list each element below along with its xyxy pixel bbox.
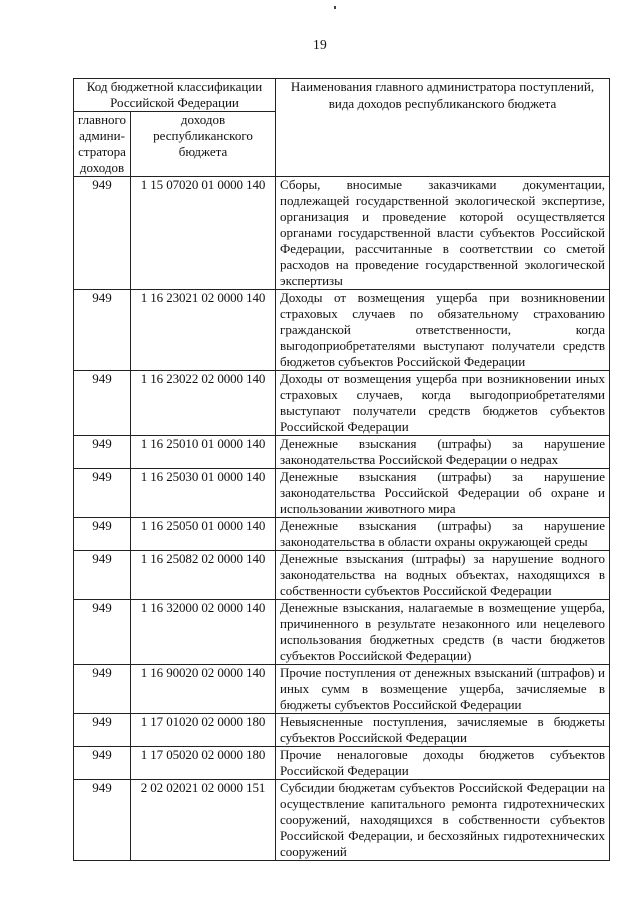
admin-code-cell: 949 (74, 518, 131, 551)
table-row (74, 747, 610, 780)
admin-code-cell: 949 (74, 290, 131, 371)
header-name-column: Наименования главного администратора поступлений, вида доходов республиканского бюджета (276, 79, 610, 177)
income-name-cell: Денежные взыскания (штрафы) за нарушение законодательства в области охраны окружающей среды (276, 518, 610, 551)
admin-code-cell: 949 (74, 436, 131, 469)
income-name-cell: Доходы от возмещения ущерба при возникновении страховых случаев по обязательному страхованию гражданской ответственности, когда выгодоприобретателями выступают получатели средств бюджетов субъектов Российской Федерации (276, 290, 610, 371)
admin-code-cell: 949 (74, 551, 131, 600)
income-code-cell: 1 16 25082 02 0000 140 (131, 551, 276, 600)
income-code-cell: 1 15 07020 01 0000 140 (131, 177, 276, 290)
income-name-cell: Субсидии бюджетам субъектов Российской Федерации на осуществление капитального ремонта гидротехнических сооружений, находящихся в собственности субъектов Российской Федерации, и бесхозяйных гидротехнических сооружений (276, 780, 610, 861)
income-name-cell: Прочие поступления от денежных взысканий (штрафов) и иных сумм в возмещение ущерба, зачисляемые в бюджеты субъектов Российской Федерации (276, 665, 610, 714)
income-code-cell: 1 16 25030 01 0000 140 (131, 469, 276, 518)
income-code-cell: 1 16 32000 02 0000 140 (131, 600, 276, 665)
income-name-cell: Денежные взыскания (штрафы) за нарушение законодательства Российской Федерации о недрах (276, 436, 610, 469)
admin-code-cell: 949 (74, 600, 131, 665)
table-row (74, 177, 610, 290)
income-code-cell: 1 16 23022 02 0000 140 (131, 371, 276, 436)
table-row (74, 436, 610, 469)
income-code-cell: 1 17 01020 02 0000 180 (131, 714, 276, 747)
income-code-cell: 1 16 25010 01 0000 140 (131, 436, 276, 469)
table-row (74, 290, 610, 371)
income-code-cell: 1 16 90020 02 0000 140 (131, 665, 276, 714)
income-name-cell: Денежные взыскания, налагаемые в возмещение ущерба, причиненного в результате незаконного или нецелевого использования бюджетных средств (в части бюджетов субъектов Российской Федерации) (276, 600, 610, 665)
income-code-cell: 1 16 23021 02 0000 140 (131, 290, 276, 371)
header-income-column: доходов республиканского бюджета (131, 112, 276, 177)
admin-code-cell: 949 (74, 371, 131, 436)
budget-classification-table (73, 78, 610, 861)
income-name-cell: Прочие неналоговые доходы бюджетов субъектов Российской Федерации (276, 747, 610, 780)
table-body (74, 177, 610, 861)
table-row (74, 600, 610, 665)
table-row (74, 551, 610, 600)
table-header (74, 79, 610, 177)
income-name-cell: Невыясненные поступления, зачисляемые в бюджеты субъектов Российской Федерации (276, 714, 610, 747)
admin-code-cell: 949 (74, 469, 131, 518)
admin-code-cell: 949 (74, 665, 131, 714)
table-row (74, 371, 610, 436)
admin-code-cell: 949 (74, 747, 131, 780)
income-code-cell: 1 17 05020 02 0000 180 (131, 747, 276, 780)
admin-code-cell: 949 (74, 780, 131, 861)
income-name-cell: Денежные взыскания (штрафы) за нарушение законодательства Российской Федерации об охране и использовании животного мира (276, 469, 610, 518)
header-group-title: Код бюджетной классификации Российской Федерации (74, 79, 276, 112)
table-row (74, 469, 610, 518)
header-admin-column: главного админи-стратора доходов (74, 112, 131, 177)
admin-code-cell: 949 (74, 714, 131, 747)
table-row (74, 665, 610, 714)
table-row (74, 518, 610, 551)
table-row (74, 780, 610, 861)
income-name-cell: Доходы от возмещения ущерба при возникновении иных страховых случаев, когда выгодоприобретателями выступают получатели средств бюджетов субъектов Российской Федерации (276, 371, 610, 436)
page-number: 19 (312, 37, 328, 52)
scan-speck (334, 6, 336, 9)
income-code-cell: 2 02 02021 02 0000 151 (131, 780, 276, 861)
admin-code-cell: 949 (74, 177, 131, 290)
table-row (74, 714, 610, 747)
income-code-cell: 1 16 25050 01 0000 140 (131, 518, 276, 551)
income-name-cell: Сборы, вносимые заказчиками документации, подлежащей государственной экологической экспертизе, организация и проведение которой осуществляется органами государственной власти субъектов Российской Федерации, рассчитанные в соответствии со сметой расходов на проведение государственной экологической экспертизы (276, 177, 610, 290)
income-name-cell: Денежные взыскания (штрафы) за нарушение водного законодательства на водных объектах, находящихся в собственности субъектов Российской Федерации (276, 551, 610, 600)
